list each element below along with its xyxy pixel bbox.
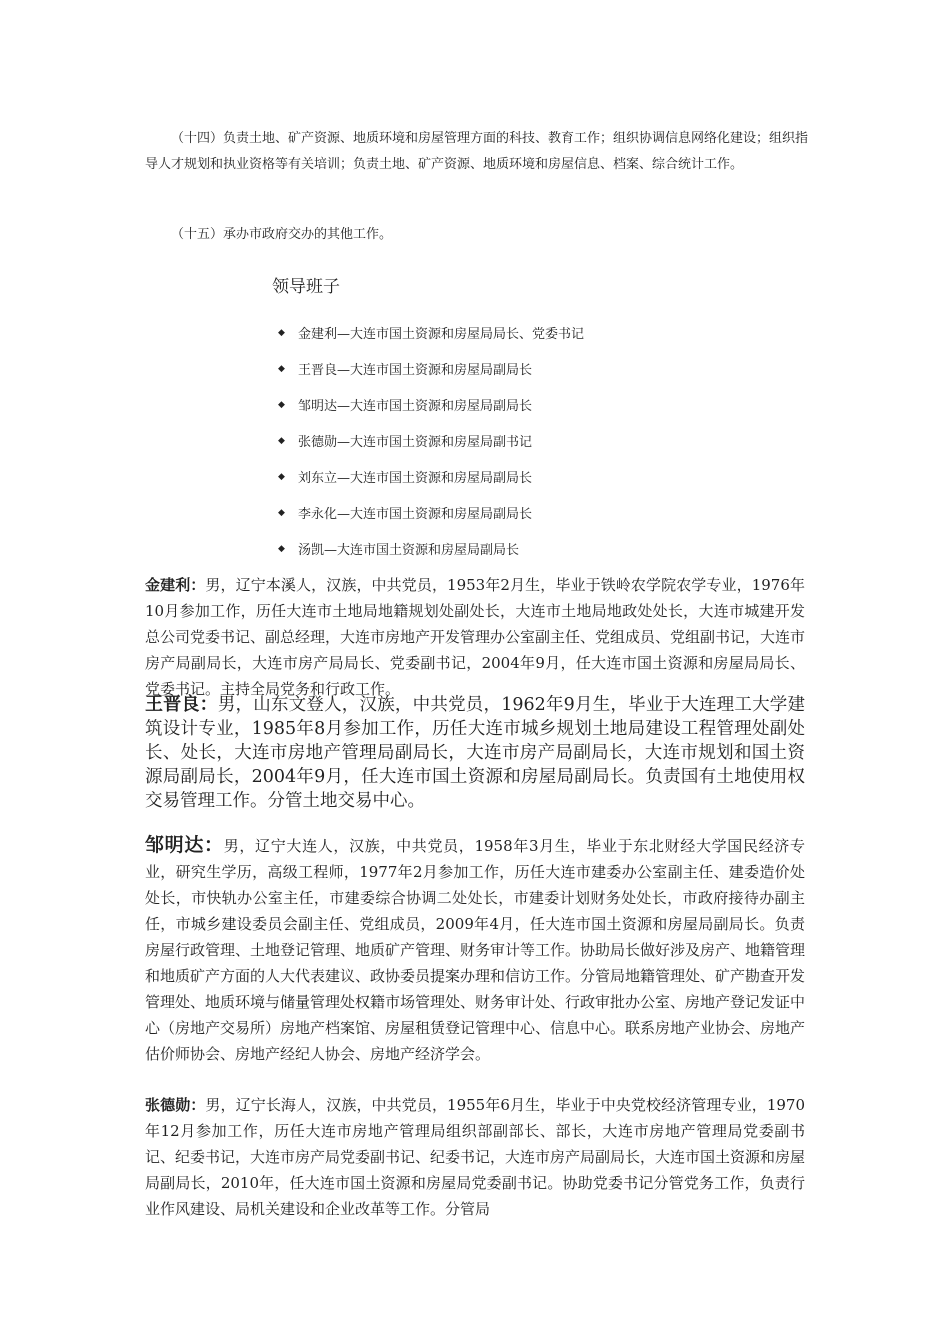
bio-text: 男，山东文登人，汉族，中共党员，1962年9月生，毕业于大连理工大学建筑设计专业，1985年8月参加工作，历任大连市城乡规划土地局建设工程管理处副处长、处长，大连市房地产管理局副局长，大连市房产局副局长，大连市规划和国土资源局副局长，2004年9月，任大连市国土资源和房屋局副局长。负责国有土地使用权交易管理工作。分管土地交易中心。 <box>145 695 806 811</box>
member-label: 邹明达—大连市国土资源和房屋局副局长 <box>298 399 533 414</box>
bio-text: 男，辽宁长海人，汉族，中共党员，1955年6月生，毕业于中央党校经济管理专业，1970年12月参加工作，历任大连市房地产管理局组织部副部长、部长，大连市房地产管理局党委副书记、纪委书记，大连市房产局党委副书记、纪委书记，大连市房产局副局长，大连市国土资源和房屋局副局长，2010年，任大连市国土资源和房屋局党委副书记。协助党委书记分管党务工作，负责行业作风建设、局机关建设和企业改革等工作。分管局 <box>145 1096 806 1218</box>
member-label: 李永化—大连市国土资源和房屋局副局长 <box>298 507 533 522</box>
leadership-heading: 领导班子 <box>272 277 340 297</box>
member-label: 张德勋—大连市国土资源和房屋局副书记 <box>298 435 533 450</box>
diamond-bullet-icon: ◆ <box>278 400 285 410</box>
bio-text: 男，辽宁本溪人，汉族，中共党员，1953年2月生，毕业于铁岭农学院农学专业，1976年10月参加工作，历任大连市土地局地籍规划处副处长，大连市土地局地政处处长，大连市城建开发总公司党委书记、副总经理，大连市房地产开发管理办公室副主任、党组成员、党组副书记，大连市房产局副局长，大连市房产局局长、党委副书记，2004年9月，任大连市国土资源和房屋局局长、党委书记。主持全局党务和行政工作。 <box>145 576 806 698</box>
bio-name: 张德勋： <box>145 1096 206 1114</box>
leadership-list <box>278 322 584 574</box>
list-item <box>278 538 584 574</box>
bio-wang-jinliang <box>145 693 805 813</box>
bio-text: 男，辽宁大连人，汉族，中共党员，1958年3月生，毕业于东北财经大学国民经济专业，研究生学历，高级工程师，1977年2月参加工作，历任大连市建委办公室副主任、建委造价处处长，市快轨办公室主任，市建委综合协调二处处长，市建委计划财务处处长，市政府接待办副主任，市城乡建设委员会副主任、党组成员，2009年4月，任大连市国土资源和房屋局副局长。负责房屋行政管理、土地登记管理、地质矿产管理、财务审计等工作。协助局长做好涉及房产、地籍管理和地质矿产方面的人大代表建议、政协委员提案办理和信访工作。分管局地籍管理处、矿产勘查开发管理处、地质环境与储量管理处权籍市场管理处、财务审计处、行政审批办公室、房地产登记发证中心（房地产交易所）房地产档案馆、房屋租赁登记管理中心、信息中心。联系房地产业协会、房地产估价师协会、房地产经纪人协会、房地产经济学会。 <box>145 837 806 1063</box>
bio-name: 王晋良： <box>145 694 218 715</box>
bio-zhang-dexun <box>145 1092 805 1222</box>
paragraph-item-15: （十五）承办市政府交办的其他工作。 <box>171 227 393 242</box>
list-item <box>278 466 584 502</box>
bio-name: 金建利： <box>145 576 206 594</box>
diamond-bullet-icon: ◆ <box>278 328 285 338</box>
diamond-bullet-icon: ◆ <box>278 508 285 518</box>
list-item <box>278 358 584 394</box>
diamond-bullet-icon: ◆ <box>278 436 285 446</box>
diamond-bullet-icon: ◆ <box>278 544 285 554</box>
bio-jin-jianli <box>145 572 805 702</box>
paragraph-item-14: （十四）负责土地、矿产资源、地质环境和房屋管理方面的科技、教育工作；组织协调信息网络化建设；组织指导人才规划和执业资格等有关培训；负责土地、矿产资源、地质环境和房屋信息、档案、综合统计工作。 <box>145 131 809 172</box>
bio-zou-mingda <box>145 832 805 1067</box>
list-item <box>278 430 584 466</box>
bio-name: 邹明达： <box>145 834 224 856</box>
list-item <box>278 394 584 430</box>
member-label: 金建利—大连市国土资源和房屋局局长、党委书记 <box>298 327 585 342</box>
diamond-bullet-icon: ◆ <box>278 472 285 482</box>
member-label: 刘东立—大连市国土资源和房屋局副局长 <box>298 471 533 486</box>
member-label: 王晋良—大连市国土资源和房屋局副局长 <box>298 363 533 378</box>
list-item <box>278 502 584 538</box>
member-label: 汤凯—大连市国土资源和房屋局副局长 <box>298 543 520 558</box>
list-item <box>278 322 584 358</box>
diamond-bullet-icon: ◆ <box>278 364 285 374</box>
